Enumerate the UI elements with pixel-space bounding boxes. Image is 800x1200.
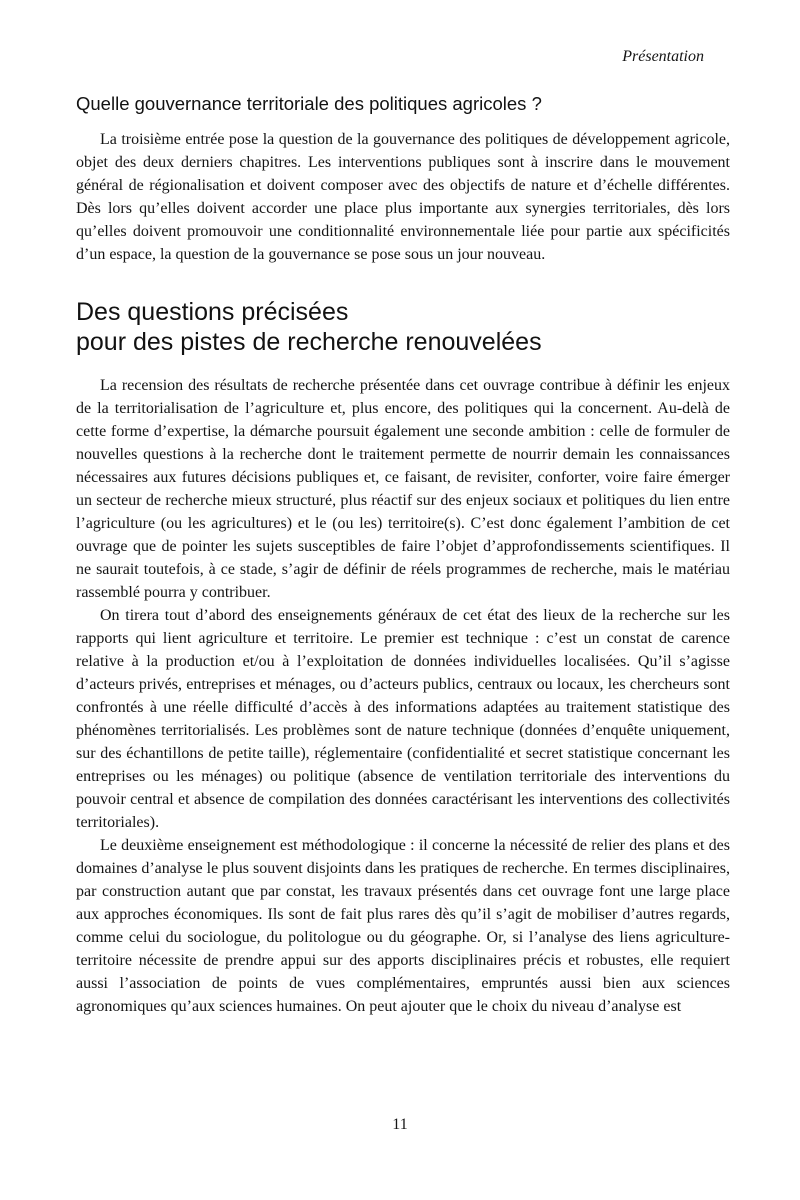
body-paragraph: On tirera tout d’abord des enseignements généraux de cet état des lieux de la recherche sur les rapports qui lient agriculture et territoire. Le premier est technique : c’est un constat de carence relative à la production et/ou à l’exploitation de données individuelles localisées. Qu’il s’agisse d’acteurs privés, entreprises et ménages, ou d’acteurs publics, centraux ou locaux, les chercheurs sont confrontés à une réelle difficulté d’accès à des informations adaptées au traitement statistique des phénomènes territorialisés. Les problèmes sont de nature technique (données d’enquête uniquement, sur des échantillons de petite taille), réglementaire (confidentialité et secret statistique concernant les entreprises ou les ménages) ou politique (absence de ventilation territoriale des interventions du pouvoir central et absence de compilation des données caractérisant les interventions des collectivités territoriales). [76, 607, 730, 831]
body-paragraph: La recension des résultats de recherche présentée dans cet ouvrage contribue à définir les enjeux de la territorialisation de l’agriculture et, plus encore, des politiques qui la concernent. Au-delà de cette forme d’expertise, la démarche poursuit également une seconde ambition : celle de formuler de nouvelles questions à la recherche dont le traitement permette de nourrir demain les connaissances nécessaires aux futures décisions publiques et, ce faisant, de revisiter, conforter, voire faire émerger un secteur de recherche mieux structuré, plus réactif sur des enjeux sociaux et politiques du lien entre l’agriculture (ou les agricultures) et le (ou les) territoire(s). C’est donc également l’ambition de cet ouvrage que de pointer les sujets susceptibles de faire l’objet d’approfondissements scientifiques. Il ne saurait toutefois, à ce stade, s’agir de définir de réels programmes de recherche, mais le matériau rassemblé pourra y contribuer. [76, 377, 730, 601]
page-number: 11 [392, 1116, 408, 1133]
chapter-heading-line1: Des questions précisées [76, 298, 349, 326]
chapter-heading [76, 297, 730, 357]
body-paragraph: Le deuxième enseignement est méthodologique : il concerne la nécessité de relier des plans et des domaines d’analyse le plus souvent disjoints dans les pratiques de recherche. En termes disciplinaires, par construction autant que par constat, les travaux présentés dans cet ouvrage font une large place aux approches économiques. Ils sont de fait plus rares dès qu’il s’agit de mobiliser d’autres regards, comme celui du sociologue, du politologue ou du géographe. Or, si l’analyse des liens agriculture-territoire nécessite de prendre appui sur des apports disciplinaires précis et robustes, elle requiert aussi l’association de points de vues complémentaires, empruntés aussi bien aux sciences agronomiques qu’aux sciences humaines. On peut ajouter que le choix du niveau d’analyse est [76, 837, 730, 1015]
intro-paragraph: La troisième entrée pose la question de la gouvernance des politiques de développement agricole, objet des deux derniers chapitres. Les interventions publiques sont à inscrire dans le mouvement général de régionalisation et doivent composer avec des objectifs de nature et d’échelle différentes. Dès lors qu’elles doivent accorder une place plus importante aux synergies territoriales, dès lors qu’elles doivent promouvoir une conditionnalité environnementale liée pour partie aux spécificités d’un espace, la question de la gouvernance se pose sous un jour nouveau. [76, 131, 730, 263]
section-heading: Quelle gouvernance territoriale des politiques agricoles ? [76, 93, 542, 114]
chapter-heading-line2: pour des pistes de recherche renouvelées [76, 328, 542, 356]
running-header: Présentation [622, 48, 704, 65]
